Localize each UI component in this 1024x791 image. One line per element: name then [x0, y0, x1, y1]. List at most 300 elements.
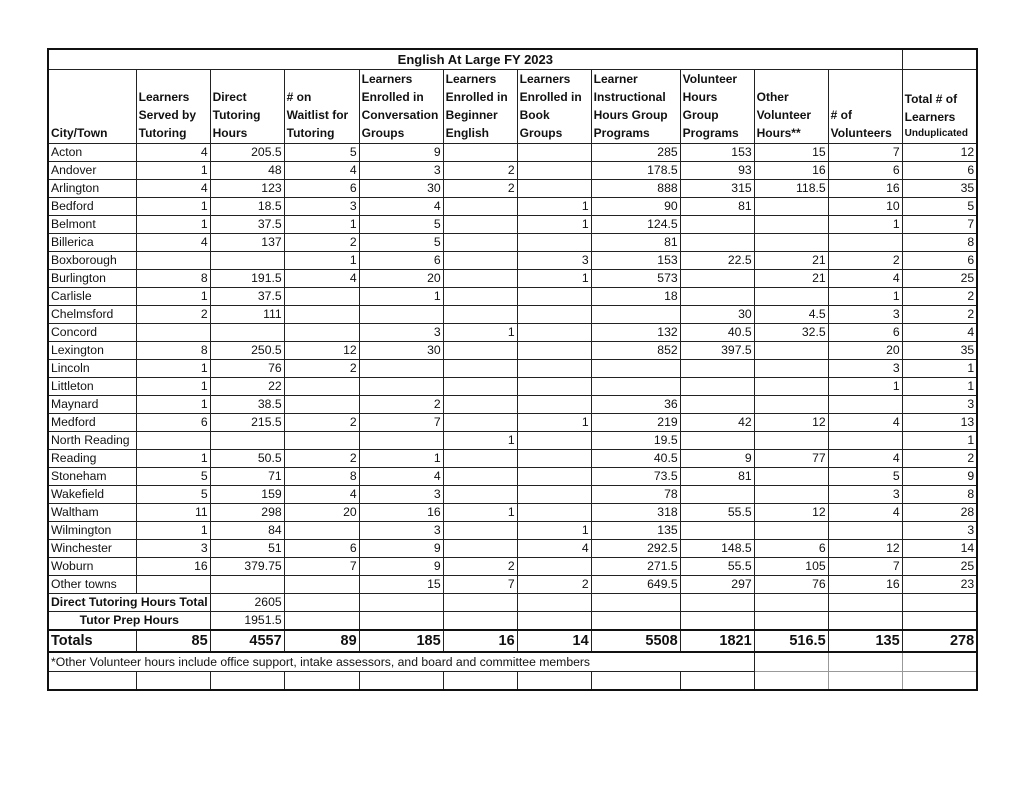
- cell-instructional: [591, 306, 680, 324]
- cell-book: [517, 306, 591, 324]
- cell-book: 3: [517, 252, 591, 270]
- header-row: [48, 70, 977, 144]
- empty-cell: [828, 652, 902, 672]
- cell-instructional: 285: [591, 144, 680, 162]
- cell-direct_hours: 18.5: [210, 198, 284, 216]
- total-waitlist: 89: [284, 630, 359, 652]
- column-header-line: Learners: [519, 72, 571, 86]
- empty-cell: [48, 672, 136, 691]
- column-header-vol_group: [680, 70, 754, 144]
- cell-book: [517, 486, 591, 504]
- cell-beginner: [443, 378, 517, 396]
- cell-direct_hours: 37.5: [210, 216, 284, 234]
- column-sublabel: Unduplicated: [904, 128, 968, 139]
- city-name-cell: Burlington: [48, 270, 136, 288]
- city-name-cell: North Reading: [48, 432, 136, 450]
- cell-instructional: 36: [591, 396, 680, 414]
- column-header-line: Waitlist for: [286, 108, 349, 122]
- empty-cell: [517, 612, 591, 631]
- cell-volunteers: 20: [828, 342, 902, 360]
- empty-cell: [443, 672, 517, 691]
- empty-cell: [754, 612, 828, 631]
- cell-instructional: 292.5: [591, 540, 680, 558]
- cell-served: 3: [136, 540, 210, 558]
- city-name-cell: Boxborough: [48, 252, 136, 270]
- cell-vol_group: 42: [680, 414, 754, 432]
- cell-waitlist: [284, 324, 359, 342]
- city-name-cell: Wilmington: [48, 522, 136, 540]
- cell-waitlist: 20: [284, 504, 359, 522]
- cell-conversation: [359, 306, 443, 324]
- empty-cell: [680, 672, 754, 691]
- cell-beginner: 2: [443, 558, 517, 576]
- table-row: [48, 360, 977, 378]
- cell-volunteers: 1: [828, 378, 902, 396]
- cell-instructional: [591, 360, 680, 378]
- column-header-line: Total # of: [904, 92, 958, 106]
- title-row: [48, 49, 977, 70]
- cell-volunteers: 3: [828, 306, 902, 324]
- cell-conversation: [359, 378, 443, 396]
- cell-waitlist: 2: [284, 234, 359, 252]
- city-name-cell: Billerica: [48, 234, 136, 252]
- city-name-cell: Bedford: [48, 198, 136, 216]
- cell-total_learners: 35: [902, 180, 977, 198]
- table-row: [48, 540, 977, 558]
- cell-instructional: 318: [591, 504, 680, 522]
- empty-cell: [136, 672, 210, 691]
- cell-waitlist: 3: [284, 198, 359, 216]
- cell-waitlist: [284, 432, 359, 450]
- cell-other_vol: 4.5: [754, 306, 828, 324]
- cell-beginner: [443, 216, 517, 234]
- column-header-line: Learners: [904, 110, 956, 124]
- column-header-line: Enrolled in: [445, 90, 508, 104]
- empty-cell: [902, 612, 977, 631]
- empty-cell: [680, 594, 754, 612]
- table-row: [48, 450, 977, 468]
- cell-direct_hours: 50.5: [210, 450, 284, 468]
- cell-beginner: [443, 450, 517, 468]
- cell-waitlist: [284, 522, 359, 540]
- table-row: [48, 342, 977, 360]
- total-volunteers: 135: [828, 630, 902, 652]
- cell-volunteers: 4: [828, 504, 902, 522]
- cell-other_vol: 6: [754, 540, 828, 558]
- cell-direct_hours: 298: [210, 504, 284, 522]
- empty-cell: [828, 594, 902, 612]
- cell-beginner: [443, 396, 517, 414]
- column-header-line: Instructional: [593, 90, 666, 104]
- cell-direct_hours: 379.75: [210, 558, 284, 576]
- cell-vol_group: 22.5: [680, 252, 754, 270]
- cell-instructional: 135: [591, 522, 680, 540]
- cell-served: [136, 324, 210, 342]
- cell-other_vol: 21: [754, 270, 828, 288]
- column-header-line: Groups: [519, 126, 563, 140]
- city-name-cell: Concord: [48, 324, 136, 342]
- cell-vol_group: [680, 432, 754, 450]
- footnote-text: *Other Volunteer hours include office support, intake assessors, and board and committee members: [48, 652, 754, 672]
- cell-beginner: [443, 252, 517, 270]
- cell-waitlist: 2: [284, 360, 359, 378]
- table-row: [48, 486, 977, 504]
- cell-served: 16: [136, 558, 210, 576]
- cell-vol_group: 55.5: [680, 504, 754, 522]
- cell-book: [517, 360, 591, 378]
- city-name-cell: Arlington: [48, 180, 136, 198]
- cell-other_vol: [754, 396, 828, 414]
- cell-beginner: [443, 198, 517, 216]
- cell-total_learners: 14: [902, 540, 977, 558]
- cell-book: [517, 468, 591, 486]
- cell-volunteers: 16: [828, 576, 902, 594]
- cell-vol_group: 55.5: [680, 558, 754, 576]
- empty-cell: [754, 594, 828, 612]
- cell-direct_hours: 38.5: [210, 396, 284, 414]
- empty-cell: [517, 672, 591, 691]
- table-row: [48, 468, 977, 486]
- cell-served: 5: [136, 468, 210, 486]
- column-header-beginner: [443, 70, 517, 144]
- cell-total_learners: 35: [902, 342, 977, 360]
- cell-direct_hours: [210, 324, 284, 342]
- column-header-line: Programs: [682, 126, 739, 140]
- cell-conversation: 4: [359, 198, 443, 216]
- cell-total_learners: 1: [902, 360, 977, 378]
- cell-served: 5: [136, 486, 210, 504]
- cell-served: 1: [136, 216, 210, 234]
- cell-served: [136, 432, 210, 450]
- column-header-line: Book: [519, 108, 550, 122]
- cell-waitlist: 4: [284, 270, 359, 288]
- cell-vol_group: 297: [680, 576, 754, 594]
- cell-instructional: 81: [591, 234, 680, 252]
- cell-waitlist: 2: [284, 414, 359, 432]
- cell-served: [136, 252, 210, 270]
- column-header-line: English: [445, 126, 489, 140]
- cell-total_learners: 4: [902, 324, 977, 342]
- city-name-cell: Chelmsford: [48, 306, 136, 324]
- cell-other_vol: [754, 468, 828, 486]
- cell-beginner: 2: [443, 162, 517, 180]
- cell-conversation: 2: [359, 396, 443, 414]
- cell-volunteers: 7: [828, 558, 902, 576]
- cell-other_vol: [754, 198, 828, 216]
- cell-vol_group: 93: [680, 162, 754, 180]
- total-other_vol: 516.5: [754, 630, 828, 652]
- table-row: [48, 576, 977, 594]
- column-header-line: Hours: [212, 126, 248, 140]
- column-header-line: Enrolled in: [361, 90, 424, 104]
- cell-volunteers: 6: [828, 162, 902, 180]
- empty-cell: [591, 594, 680, 612]
- cell-instructional: 219: [591, 414, 680, 432]
- empty-cell: [754, 652, 828, 672]
- table-row: [48, 378, 977, 396]
- column-header-instructional: [591, 70, 680, 144]
- column-header-book: [517, 70, 591, 144]
- empty-cell: [828, 672, 902, 691]
- cell-conversation: 5: [359, 216, 443, 234]
- cell-instructional: 132: [591, 324, 680, 342]
- cell-volunteers: [828, 522, 902, 540]
- english-at-large-fy2023-table: [47, 48, 978, 691]
- column-header-waitlist: [284, 70, 359, 144]
- column-header-line: Tutoring: [212, 108, 261, 122]
- cell-vol_group: [680, 216, 754, 234]
- cell-instructional: 73.5: [591, 468, 680, 486]
- column-header-line: Enrolled in: [519, 90, 582, 104]
- column-header-line: Beginner: [445, 108, 498, 122]
- cell-vol_group: 81: [680, 468, 754, 486]
- cell-book: [517, 558, 591, 576]
- column-header-line: Learner: [593, 72, 638, 86]
- cell-book: [517, 378, 591, 396]
- cell-waitlist: 12: [284, 342, 359, 360]
- cell-beginner: [443, 288, 517, 306]
- cell-volunteers: 2: [828, 252, 902, 270]
- cell-total_learners: 1: [902, 378, 977, 396]
- column-header-conversation: [359, 70, 443, 144]
- cell-direct_hours: 76: [210, 360, 284, 378]
- total-served: 85: [136, 630, 210, 652]
- column-header-line: Volunteer: [682, 72, 738, 86]
- cell-conversation: 9: [359, 540, 443, 558]
- cell-waitlist: 7: [284, 558, 359, 576]
- cell-total_learners: 23: [902, 576, 977, 594]
- city-name-cell: Other towns: [48, 576, 136, 594]
- cell-other_vol: 77: [754, 450, 828, 468]
- empty-cell: [591, 672, 680, 691]
- empty-cell: [902, 672, 977, 691]
- cell-instructional: 649.5: [591, 576, 680, 594]
- column-header-line: Programs: [593, 126, 650, 140]
- cell-served: 11: [136, 504, 210, 522]
- cell-served: 4: [136, 180, 210, 198]
- city-name-cell: Lexington: [48, 342, 136, 360]
- cell-total_learners: 5: [902, 198, 977, 216]
- cell-beginner: 2: [443, 180, 517, 198]
- column-header-line: Volunteers: [830, 126, 892, 140]
- cell-other_vol: 12: [754, 504, 828, 522]
- cell-instructional: 40.5: [591, 450, 680, 468]
- column-header-line: Hours Group: [593, 108, 668, 122]
- table-row: [48, 288, 977, 306]
- cell-beginner: [443, 144, 517, 162]
- cell-book: [517, 342, 591, 360]
- cell-vol_group: 40.5: [680, 324, 754, 342]
- cell-book: 2: [517, 576, 591, 594]
- cell-volunteers: 4: [828, 450, 902, 468]
- cell-total_learners: 6: [902, 162, 977, 180]
- cell-waitlist: [284, 576, 359, 594]
- cell-volunteers: [828, 234, 902, 252]
- cell-waitlist: [284, 378, 359, 396]
- cell-served: 4: [136, 234, 210, 252]
- cell-book: 1: [517, 198, 591, 216]
- city-name-cell: Medford: [48, 414, 136, 432]
- blank-row: [48, 672, 977, 691]
- cell-total_learners: 7: [902, 216, 977, 234]
- cell-total_learners: 1: [902, 432, 977, 450]
- cell-beginner: 1: [443, 504, 517, 522]
- cell-other_vol: 105: [754, 558, 828, 576]
- cell-direct_hours: 84: [210, 522, 284, 540]
- cell-conversation: 20: [359, 270, 443, 288]
- column-header-line: Hours: [682, 90, 718, 104]
- cell-volunteers: 10: [828, 198, 902, 216]
- table-row: [48, 558, 977, 576]
- cell-direct_hours: 191.5: [210, 270, 284, 288]
- cell-other_vol: [754, 288, 828, 306]
- table-row: [48, 324, 977, 342]
- city-name-cell: Reading: [48, 450, 136, 468]
- column-header-total_learners: [902, 70, 977, 144]
- column-header-line: Tutoring: [286, 126, 335, 140]
- cell-instructional: 852: [591, 342, 680, 360]
- total-instructional: 5508: [591, 630, 680, 652]
- cell-conversation: 1: [359, 450, 443, 468]
- cell-waitlist: 1: [284, 216, 359, 234]
- cell-served: 1: [136, 360, 210, 378]
- cell-beginner: [443, 468, 517, 486]
- cell-served: 2: [136, 306, 210, 324]
- total-vol_group: 1821: [680, 630, 754, 652]
- cell-direct_hours: 51: [210, 540, 284, 558]
- cell-vol_group: 9: [680, 450, 754, 468]
- empty-cell: [284, 612, 359, 631]
- cell-conversation: [359, 432, 443, 450]
- empty-cell: [284, 672, 359, 691]
- cell-conversation: 4: [359, 468, 443, 486]
- cell-book: 1: [517, 270, 591, 288]
- cell-instructional: 18: [591, 288, 680, 306]
- cell-direct_hours: 37.5: [210, 288, 284, 306]
- cell-total_learners: 3: [902, 522, 977, 540]
- cell-other_vol: 12: [754, 414, 828, 432]
- cell-total_learners: 6: [902, 252, 977, 270]
- cell-waitlist: 6: [284, 180, 359, 198]
- empty-cell: [359, 612, 443, 631]
- cell-beginner: 1: [443, 324, 517, 342]
- cell-total_learners: 28: [902, 504, 977, 522]
- cell-waitlist: 1: [284, 252, 359, 270]
- cell-conversation: [359, 360, 443, 378]
- cell-book: [517, 396, 591, 414]
- cell-volunteers: 5: [828, 468, 902, 486]
- column-header-line: Learners: [445, 72, 497, 86]
- cell-served: 1: [136, 378, 210, 396]
- city-name-cell: Andover: [48, 162, 136, 180]
- cell-conversation: 3: [359, 486, 443, 504]
- cell-served: 1: [136, 162, 210, 180]
- cell-instructional: 271.5: [591, 558, 680, 576]
- column-header-line: Served by: [138, 108, 197, 122]
- city-name-cell: Waltham: [48, 504, 136, 522]
- table-row: [48, 198, 977, 216]
- cell-other_vol: [754, 378, 828, 396]
- cell-direct_hours: [210, 576, 284, 594]
- cell-beginner: [443, 234, 517, 252]
- cell-conversation: 3: [359, 522, 443, 540]
- cell-other_vol: 118.5: [754, 180, 828, 198]
- cell-conversation: 30: [359, 342, 443, 360]
- cell-other_vol: [754, 486, 828, 504]
- empty-cell: [828, 612, 902, 631]
- city-name-cell: Belmont: [48, 216, 136, 234]
- tutor-prep-hours-row-label: Tutor Prep Hours: [48, 612, 210, 631]
- direct-tutoring-total-row-value: 2605: [210, 594, 284, 612]
- cell-book: [517, 288, 591, 306]
- cell-other_vol: [754, 216, 828, 234]
- cell-conversation: 5: [359, 234, 443, 252]
- cell-served: 8: [136, 342, 210, 360]
- cell-direct_hours: 48: [210, 162, 284, 180]
- cell-served: 1: [136, 522, 210, 540]
- cell-vol_group: [680, 522, 754, 540]
- cell-vol_group: [680, 378, 754, 396]
- city-name-cell: Wakefield: [48, 486, 136, 504]
- cell-served: 1: [136, 450, 210, 468]
- cell-vol_group: [680, 396, 754, 414]
- cell-volunteers: 3: [828, 486, 902, 504]
- cell-direct_hours: 71: [210, 468, 284, 486]
- cell-vol_group: 315: [680, 180, 754, 198]
- totals-row: [48, 630, 977, 652]
- cell-conversation: 6: [359, 252, 443, 270]
- cell-conversation: 3: [359, 162, 443, 180]
- cell-instructional: 78: [591, 486, 680, 504]
- column-header-direct_hours: [210, 70, 284, 144]
- table-row: [48, 504, 977, 522]
- cell-instructional: 573: [591, 270, 680, 288]
- table-row: [48, 180, 977, 198]
- city-name-cell: Maynard: [48, 396, 136, 414]
- cell-direct_hours: 137: [210, 234, 284, 252]
- cell-waitlist: 4: [284, 486, 359, 504]
- cell-other_vol: 16: [754, 162, 828, 180]
- cell-conversation: 15: [359, 576, 443, 594]
- column-header-line: Learners: [138, 90, 190, 104]
- cell-beginner: [443, 522, 517, 540]
- cell-served: 8: [136, 270, 210, 288]
- cell-direct_hours: [210, 252, 284, 270]
- direct-tutoring-total-row-label: Direct Tutoring Hours Total: [48, 594, 210, 612]
- table-row: [48, 522, 977, 540]
- cell-volunteers: 16: [828, 180, 902, 198]
- cell-other_vol: [754, 342, 828, 360]
- direct-tutoring-total-row: [48, 594, 977, 612]
- tutor-prep-hours-row: [48, 612, 977, 631]
- cell-served: 6: [136, 414, 210, 432]
- cell-volunteers: 6: [828, 324, 902, 342]
- table-row: [48, 414, 977, 432]
- cell-book: [517, 450, 591, 468]
- cell-vol_group: 30: [680, 306, 754, 324]
- totals-label: Totals: [48, 630, 136, 652]
- empty-cell: [210, 672, 284, 691]
- cell-instructional: 178.5: [591, 162, 680, 180]
- cell-vol_group: [680, 270, 754, 288]
- column-header-line: Conversation: [361, 108, 439, 122]
- cell-book: [517, 144, 591, 162]
- total-total_learners: 278: [902, 630, 977, 652]
- cell-beginner: [443, 540, 517, 558]
- cell-vol_group: 153: [680, 144, 754, 162]
- cell-waitlist: 2: [284, 450, 359, 468]
- empty-cell: [443, 612, 517, 631]
